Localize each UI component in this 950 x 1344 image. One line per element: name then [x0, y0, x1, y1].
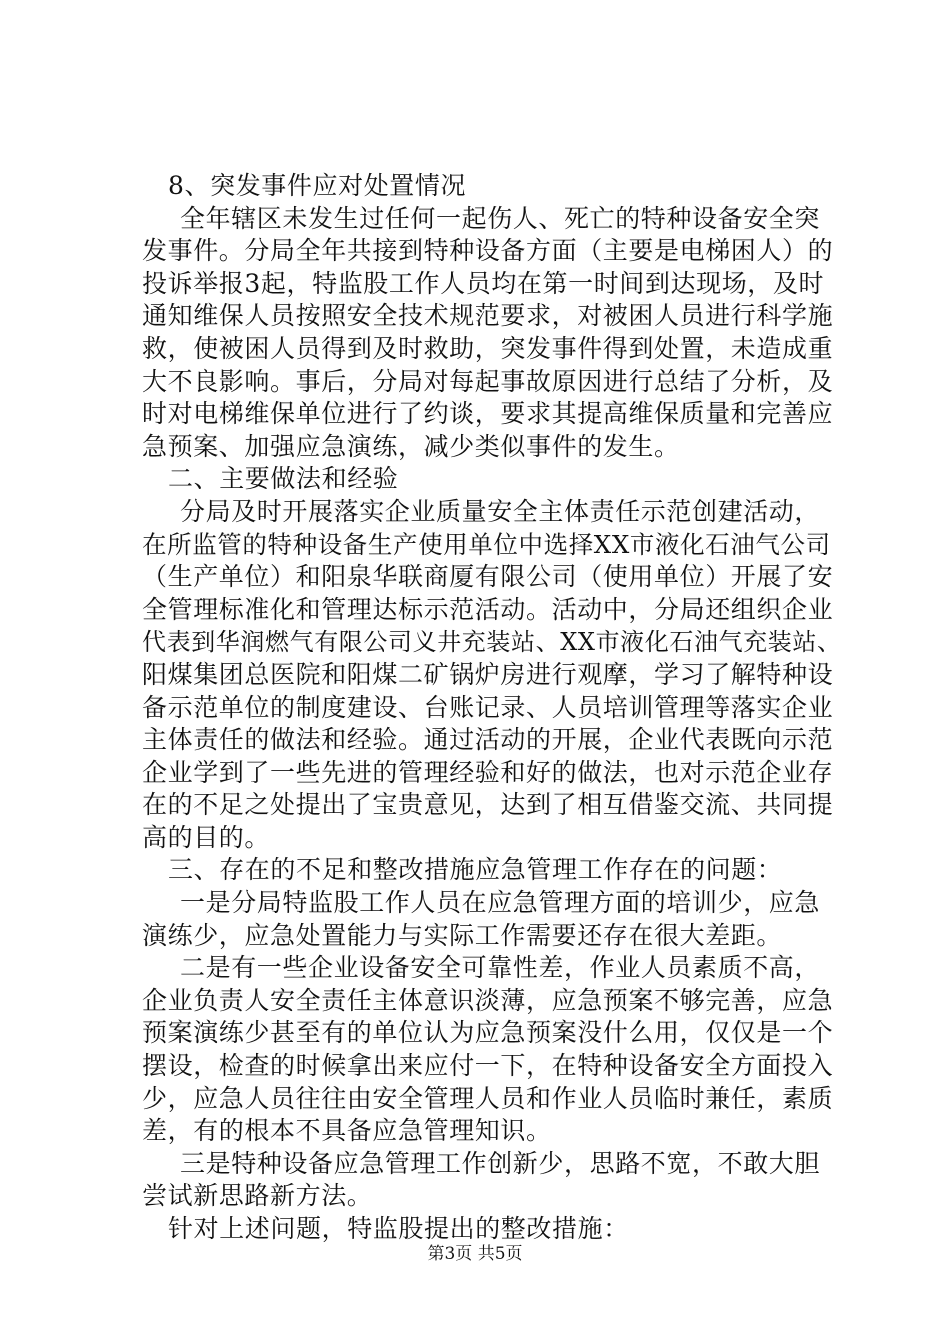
page-number-footer: 第3页 共5页 [427, 1244, 523, 1264]
text-line: 投诉举报3起，特监股工作人员均在第一时间到达现场，及时 [142, 268, 825, 298]
text-line: 企业学到了一些先进的管理经验和好的做法，也对示范企业存 [142, 757, 834, 787]
text-line: 全管理标准化和管理达标示范活动。活动中，分局还组织企业 [142, 594, 834, 624]
text-line: 8、突发事件应对处置情况 [168, 171, 467, 200]
text-line: 在所监管的特种设备生产使用单位中选择XX市液化石油气公司 [142, 529, 831, 559]
text-line: 全年辖区未发生过任何一起伤人、死亡的特种设备安全突 [180, 203, 821, 233]
text-line: 二、主要做法和经验 [168, 464, 399, 494]
text-line: 主体责任的做法和经验。通过活动的开展，企业代表既向示范 [142, 725, 834, 755]
text-line: 一是分局特监股工作人员在应急管理方面的培训少，应急 [180, 888, 821, 918]
text-line: 企业负责人安全责任主体意识淡薄，应急预案不够完善，应急 [142, 985, 834, 1015]
text-line: 大不良影响。事后，分局对每起事故原因进行总结了分析，及 [142, 366, 834, 396]
text-line: 尝试新思路新方法。 [142, 1181, 373, 1211]
text-line: 高的目的。 [142, 822, 271, 852]
document-body [142, 170, 842, 1246]
text-line: 在的不足之处提出了宝贵意见，达到了相互借鉴交流、共同提 [142, 790, 834, 820]
text-line: 针对上述问题，特监股提出的整改措施： [168, 1214, 629, 1243]
text-line: 急预案、加强应急演练，减少类似事件的发生。 [142, 431, 680, 461]
text-line: （生产单位）和阳泉华联商厦有限公司（使用单位）开展了安 [142, 562, 834, 592]
text-line: 三、存在的不足和整改措施应急管理工作存在的问题： [168, 855, 783, 885]
text-line: 三是特种设备应急管理工作创新少，思路不宽，不敢大胆 [180, 1148, 821, 1178]
text-line: 少，应急人员往往由安全管理人员和作业人员临时兼任，素质 [142, 1083, 834, 1113]
text-line: 演练少，应急处置能力与实际工作需要还存在很大差距。 [142, 920, 783, 950]
text-line: 摆设，检查的时候拿出来应付一下，在特种设备安全方面投入 [142, 1051, 834, 1081]
text-line: 预案演练少甚至有的单位认为应急预案没什么用，仅仅是一个 [142, 1018, 834, 1048]
text-line: 发事件。分局全年共接到特种设备方面（主要是电梯困人）的 [142, 236, 834, 266]
text-line: 二是有一些企业设备安全可靠性差，作业人员素质不高， [180, 953, 821, 983]
text-line: 救，使被困人员得到及时救助，突发事件得到处置，未造成重 [142, 333, 834, 363]
text-line: 通知维保人员按照安全技术规范要求，对被困人员进行科学施 [142, 301, 834, 331]
text-line: 时对电梯维保单位进行了约谈，要求其提高维保质量和完善应 [142, 399, 834, 429]
text-line: 分局及时开展落实企业质量安全主体责任示范创建活动， [180, 496, 821, 526]
text-line: 阳煤集团总医院和阳煤二矿锅炉房进行观摩，学习了解特种设 [142, 659, 834, 689]
text-line: 差，有的根本不具备应急管理知识。 [142, 1116, 552, 1146]
text-line: 备示范单位的制度建设、台账记录、人员培训管理等落实企业 [142, 692, 834, 722]
text-line: 代表到华润燃气有限公司义井充装站、XX市液化石油气充装站、 [142, 628, 842, 657]
